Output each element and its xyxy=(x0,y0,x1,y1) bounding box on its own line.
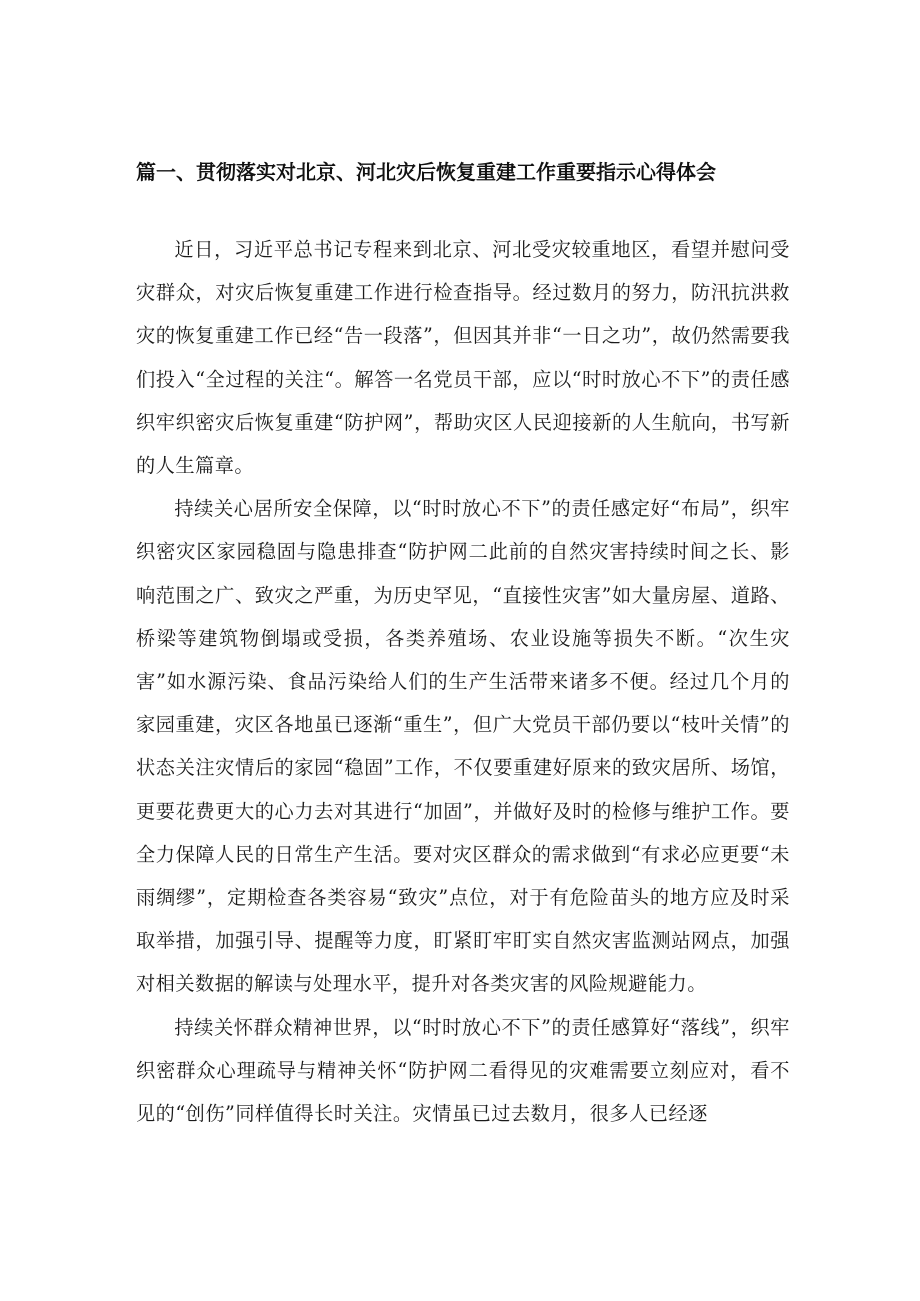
paragraph-housing-safety: 持续关心居所安全保障，以“时时放心不下”的责任感定好“布局”，织牢织密灾区家园稳固与隐患排查“防护网二此前的自然灾害持续时间之长、影响范围之广、致灾之严重，为历史罕见，“直接性灾害”如大量房屋、道路、桥梁等建筑物倒塌或受损，各类养殖场、农业设施等损失不断。“次生灾害”如水源污染、食品污染给人们的生产生活带来诸多不便。经过几个月的家园重建，灾区各地虽已逐渐“重生”，但广大党员干部仍要以“枝叶关情”的状态关注灾情后的家园“稳固”工作，不仅要重建好原来的致灾居所、场馆，更要花费更大的心力去对其进行“加固”，并做好及时的检修与维护工作。要全力保障人民的日常生产生活。要对灾区群众的需求做到“有求必应更要“未雨绸缪”，定期检查各类容易“致灾”点位，对于有危险苗头的地方应及时采取举措，加强引导、提醒等力度，盯紧盯牢盯实自然灾害监测站网点，加强对相关数据的解读与处理水平，提升对各类灾害的风险规避能力。 xyxy=(136,497,790,996)
document-body xyxy=(136,228,790,1135)
paragraph-intro: 近日，习近平总书记专程来到北京、河北受灾较重地区，看望并慰问受灾群众，对灾后恢复重建工作进行检查指导。经过数月的努力，防汛抗洪救灾的恢复重建工作已经“告一段落”，但因其并非“一日之功”，故仍然需要我们投入“全过程的关注“。解答一名党员干部，应以“时时放心不下”的责任感织牢织密灾后恢复重建“防护网”，帮助灾区人民迎接新的人生航向，书写新的人生篇章。 xyxy=(136,238,790,478)
paragraph-mental-care: 持续关怀群众精神世界，以“时时放心不下”的责任感算好“落线”，织牢织密群众心理疏导与精神关怀“防护网二看得见的灾难需要立刻应对，看不见的“创伤”同样值得长时关注。灾情虽已过去数月，很多人已经逐 xyxy=(136,1015,790,1126)
document-title: 篇一、贯彻落实对北京、河北灾后恢复重建工作重要指示心得体会 xyxy=(136,160,716,184)
